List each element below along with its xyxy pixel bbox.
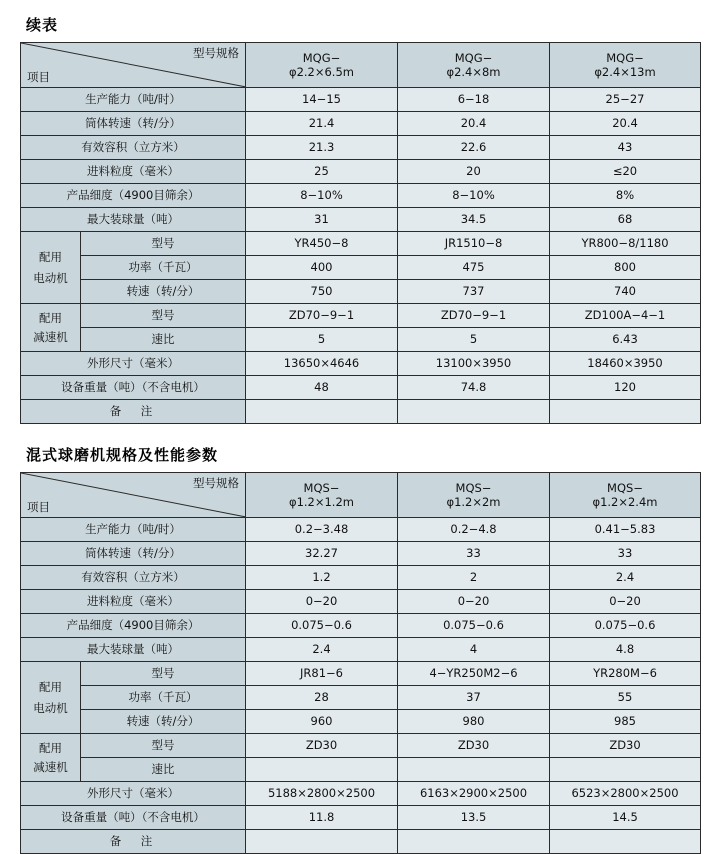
row-label: 型号 [81, 734, 246, 758]
table-footer-row [21, 400, 701, 424]
column-header-2-line2: φ2.4×8m [446, 65, 501, 79]
table-row [21, 232, 701, 256]
row-value: 34.5 [398, 208, 550, 232]
corner-label-model: 型号规格 [193, 476, 239, 490]
row-value: 5 [246, 328, 398, 352]
table-row [21, 136, 701, 160]
row-value: 2.4 [246, 638, 398, 662]
row-value: 13100×3950 [398, 352, 550, 376]
table-header-row [21, 473, 701, 518]
table-header-row [21, 43, 701, 88]
row-value: YR280M−6 [550, 662, 701, 686]
row-value: 74.8 [398, 376, 550, 400]
row-label: 转速（转/分） [81, 280, 246, 304]
row-value: ZD100A−4−1 [550, 304, 701, 328]
row-value: 985 [550, 710, 701, 734]
row-label: 转速（转/分） [81, 710, 246, 734]
row-label: 有效容积（立方米） [21, 566, 246, 590]
row-value: 5188×2800×2500 [246, 782, 398, 806]
group-label-motor [21, 232, 81, 304]
row-value: 28 [246, 686, 398, 710]
group-label-reducer-line2: 减速机 [33, 759, 68, 774]
column-header-2 [398, 43, 550, 88]
row-label: 设备重量（吨）（不含电机） [21, 376, 246, 400]
row-value: 0.2−4.8 [398, 518, 550, 542]
row-value: 8−10% [398, 184, 550, 208]
row-label: 进料粒度（毫米） [21, 590, 246, 614]
group-label-motor-line2: 电动机 [33, 700, 68, 715]
spec-table-mqg [20, 42, 701, 424]
row-value: 55 [550, 686, 701, 710]
table-row [21, 542, 701, 566]
row-value: ZD70−9−1 [398, 304, 550, 328]
row-value: 43 [550, 136, 701, 160]
column-header-2-line1: MQS− [455, 480, 492, 495]
table-row [21, 638, 701, 662]
row-value: 8−10% [246, 184, 398, 208]
row-label: 功率（千瓦） [81, 686, 246, 710]
column-header-1 [246, 473, 398, 518]
row-value: 400 [246, 256, 398, 280]
footer-value [550, 830, 701, 854]
row-value: 25 [246, 160, 398, 184]
row-value: 14.5 [550, 806, 701, 830]
row-value: ZD30 [246, 734, 398, 758]
row-value: 21.4 [246, 112, 398, 136]
table-row [21, 566, 701, 590]
row-value: 4−YR250M2−6 [398, 662, 550, 686]
table-row [21, 614, 701, 638]
column-header-3 [550, 43, 701, 88]
row-value: 20.4 [398, 112, 550, 136]
table-row [21, 328, 701, 352]
row-label: 最大装球量（吨） [21, 208, 246, 232]
row-value: 6−18 [398, 88, 550, 112]
row-value: ZD30 [398, 734, 550, 758]
corner-label-item: 项目 [27, 69, 50, 84]
row-value: 740 [550, 280, 701, 304]
table-row [21, 352, 701, 376]
group-label-reducer-line1: 配用 [39, 741, 62, 756]
row-value: 737 [398, 280, 550, 304]
footer-value [398, 830, 550, 854]
row-value: 8% [550, 184, 701, 208]
corner-label-item: 项目 [27, 499, 50, 514]
footer-value [398, 400, 550, 424]
row-value: 11.8 [246, 806, 398, 830]
row-value: 4 [398, 638, 550, 662]
row-value: 4.8 [550, 638, 701, 662]
table-row [21, 782, 701, 806]
row-value: 20.4 [550, 112, 701, 136]
row-label: 生产能力（吨/时） [21, 518, 246, 542]
continued-label: 续表 [26, 16, 59, 34]
row-value: 20 [398, 160, 550, 184]
column-header-1-line2: φ1.2×1.2m [288, 495, 354, 509]
group-label-reducer-line2: 减速机 [33, 329, 68, 344]
column-header-3-line2: φ1.2×2.4m [592, 495, 658, 509]
row-value: 5 [398, 328, 550, 352]
row-value: 33 [398, 542, 550, 566]
row-value: 0.2−3.48 [246, 518, 398, 542]
row-value: 800 [550, 256, 701, 280]
page-title-section2: 混式球磨机规格及性能参数 [26, 446, 219, 464]
row-value: 37 [398, 686, 550, 710]
row-value: 25−27 [550, 88, 701, 112]
column-header-1 [246, 43, 398, 88]
group-label-motor-line1: 配用 [39, 680, 62, 695]
spec-table-mqs [20, 472, 701, 854]
row-value: 0.075−0.6 [246, 614, 398, 638]
column-header-2-line2: φ1.2×2m [446, 495, 501, 509]
row-value: ≤20 [550, 160, 701, 184]
row-value: 2.4 [550, 566, 701, 590]
column-header-1-line2: φ2.2×6.5m [288, 65, 354, 79]
table-row [21, 280, 701, 304]
row-value: 0−20 [246, 590, 398, 614]
row-value: 6.43 [550, 328, 701, 352]
row-value: 0.075−0.6 [398, 614, 550, 638]
table-row [21, 184, 701, 208]
row-label: 型号 [81, 304, 246, 328]
row-label: 最大装球量（吨） [21, 638, 246, 662]
row-value: JR81−6 [246, 662, 398, 686]
row-label: 产品细度（4900目筛余） [21, 184, 246, 208]
row-value: 0−20 [398, 590, 550, 614]
column-header-1-line1: MQS− [303, 480, 340, 495]
row-value: YR800−8/1180 [550, 232, 701, 256]
table-row [21, 686, 701, 710]
row-label: 进料粒度（毫米） [21, 160, 246, 184]
row-value: 0.075−0.6 [550, 614, 701, 638]
row-value: 2 [398, 566, 550, 590]
row-value: 960 [246, 710, 398, 734]
row-label: 功率（千瓦） [81, 256, 246, 280]
row-label: 筒体转速（转/分） [21, 542, 246, 566]
row-label: 产品细度（4900目筛余） [21, 614, 246, 638]
row-value: 0.41−5.83 [550, 518, 701, 542]
column-header-3-line1: MQS− [607, 480, 643, 495]
table-row [21, 710, 701, 734]
footer-value [550, 400, 701, 424]
row-value: 750 [246, 280, 398, 304]
row-value: 22.6 [398, 136, 550, 160]
table-row [21, 304, 701, 328]
table-row [21, 806, 701, 830]
table-row [21, 376, 701, 400]
row-value: ZD30 [550, 734, 701, 758]
column-header-2-line1: MQG− [454, 50, 493, 65]
row-value: 475 [398, 256, 550, 280]
table-row [21, 734, 701, 758]
table-footer-row [21, 830, 701, 854]
column-header-3-line1: MQG− [606, 50, 644, 65]
row-value: 33 [550, 542, 701, 566]
group-label-motor-line2: 电动机 [33, 270, 68, 285]
group-label-reducer [21, 304, 81, 352]
row-value [398, 758, 550, 782]
row-value [550, 758, 701, 782]
column-header-2 [398, 473, 550, 518]
group-label-motor-line1: 配用 [39, 250, 62, 265]
row-label: 型号 [81, 232, 246, 256]
row-value: 18460×3950 [550, 352, 701, 376]
column-header-3 [550, 473, 701, 518]
row-value: 21.3 [246, 136, 398, 160]
group-label-reducer-line1: 配用 [39, 311, 62, 326]
table-row [21, 88, 701, 112]
row-value: 32.27 [246, 542, 398, 566]
row-value: 6523×2800×2500 [550, 782, 701, 806]
row-label: 外形尺寸（毫米） [21, 782, 246, 806]
footer-label-remarks: 备 注 [21, 400, 246, 424]
table-row [21, 758, 701, 782]
row-value: YR450−8 [246, 232, 398, 256]
row-value: 120 [550, 376, 701, 400]
corner-header-cell [21, 473, 246, 518]
row-label: 筒体转速（转/分） [21, 112, 246, 136]
table-row [21, 160, 701, 184]
group-label-reducer [21, 734, 81, 782]
column-header-3-line2: φ2.4×13m [594, 65, 656, 79]
row-label: 有效容积（立方米） [21, 136, 246, 160]
table-row [21, 112, 701, 136]
row-label: 速比 [81, 758, 246, 782]
row-value: 13.5 [398, 806, 550, 830]
row-value: JR1510−8 [398, 232, 550, 256]
corner-label-model: 型号规格 [193, 46, 239, 60]
row-label: 生产能力（吨/时） [21, 88, 246, 112]
table-row [21, 256, 701, 280]
row-label: 外形尺寸（毫米） [21, 352, 246, 376]
row-label: 设备重量（吨）（不含电机） [21, 806, 246, 830]
row-value: 6163×2900×2500 [398, 782, 550, 806]
row-label: 型号 [81, 662, 246, 686]
footer-label-remarks: 备 注 [21, 830, 246, 854]
row-value: 31 [246, 208, 398, 232]
row-label: 速比 [81, 328, 246, 352]
row-value: 0−20 [550, 590, 701, 614]
corner-header-cell [21, 43, 246, 88]
group-label-motor [21, 662, 81, 734]
row-value: 980 [398, 710, 550, 734]
row-value: 48 [246, 376, 398, 400]
row-value: 14−15 [246, 88, 398, 112]
table-row [21, 590, 701, 614]
row-value: 1.2 [246, 566, 398, 590]
row-value: 68 [550, 208, 701, 232]
footer-value [246, 830, 398, 854]
table-row [21, 662, 701, 686]
footer-value [246, 400, 398, 424]
table-row [21, 208, 701, 232]
row-value: 13650×4646 [246, 352, 398, 376]
table-row [21, 518, 701, 542]
column-header-1-line1: MQG− [302, 50, 341, 65]
row-value [246, 758, 398, 782]
row-value: ZD70−9−1 [246, 304, 398, 328]
